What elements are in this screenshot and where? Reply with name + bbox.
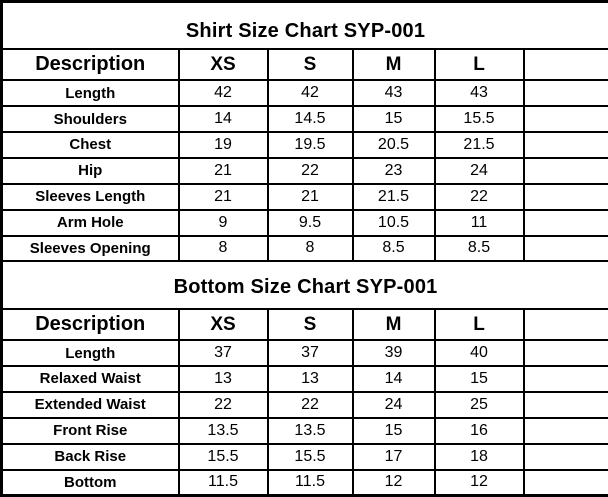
row-label: Front Rise — [2, 418, 179, 444]
table-row — [2, 366, 608, 392]
empty-cell — [524, 236, 608, 262]
value-cell: 37 — [179, 340, 268, 366]
row-label: Sleeves Opening — [2, 236, 179, 262]
value-cell: 11.5 — [179, 470, 268, 496]
value-cell: 8.5 — [353, 236, 435, 262]
empty-cell — [524, 106, 608, 132]
value-cell: 22 — [268, 392, 353, 418]
value-cell: 12 — [435, 470, 524, 496]
value-cell: 21 — [179, 184, 268, 210]
value-cell: 21 — [179, 158, 268, 184]
column-header-m: M — [353, 49, 435, 80]
value-cell: 21.5 — [435, 132, 524, 158]
value-cell: 42 — [268, 80, 353, 106]
column-header-blank — [524, 49, 608, 80]
column-header-description: Description — [2, 309, 179, 340]
table-row — [2, 470, 608, 496]
bottom-chart-header-row — [2, 309, 608, 340]
value-cell: 23 — [353, 158, 435, 184]
value-cell: 40 — [435, 340, 524, 366]
column-header-s: S — [268, 49, 353, 80]
row-label: Length — [2, 80, 179, 106]
value-cell: 17 — [353, 444, 435, 470]
empty-cell — [524, 184, 608, 210]
row-label: Shoulders — [2, 106, 179, 132]
shirt-chart-title: Shirt Size Chart SYP-001 — [2, 2, 608, 50]
column-header-m: M — [353, 309, 435, 340]
row-label: Relaxed Waist — [2, 366, 179, 392]
shirt-chart-header-row — [2, 49, 608, 80]
column-header-l: L — [435, 49, 524, 80]
value-cell: 24 — [353, 392, 435, 418]
value-cell: 15 — [353, 106, 435, 132]
value-cell: 15.5 — [435, 106, 524, 132]
value-cell: 13 — [268, 366, 353, 392]
column-header-l: L — [435, 309, 524, 340]
column-header-xs: XS — [179, 49, 268, 80]
value-cell: 22 — [179, 392, 268, 418]
value-cell: 43 — [353, 80, 435, 106]
value-cell: 13.5 — [179, 418, 268, 444]
empty-cell — [524, 470, 608, 496]
table-row — [2, 210, 608, 236]
empty-cell — [524, 392, 608, 418]
table-row — [2, 444, 608, 470]
table-row — [2, 418, 608, 444]
value-cell: 42 — [179, 80, 268, 106]
empty-cell — [524, 340, 608, 366]
table-row — [2, 392, 608, 418]
value-cell: 22 — [268, 158, 353, 184]
value-cell: 39 — [353, 340, 435, 366]
value-cell: 14 — [179, 106, 268, 132]
value-cell: 43 — [435, 80, 524, 106]
empty-cell — [524, 132, 608, 158]
row-label: Back Rise — [2, 444, 179, 470]
row-label: Extended Waist — [2, 392, 179, 418]
empty-cell — [524, 80, 608, 106]
table-row — [2, 236, 608, 262]
value-cell: 21.5 — [353, 184, 435, 210]
table-row — [2, 158, 608, 184]
table-row — [2, 80, 608, 106]
value-cell: 8 — [179, 236, 268, 262]
value-cell: 14.5 — [268, 106, 353, 132]
value-cell: 21 — [268, 184, 353, 210]
row-label: Length — [2, 340, 179, 366]
value-cell: 15.5 — [268, 444, 353, 470]
row-label: Bottom — [2, 470, 179, 496]
empty-cell — [524, 444, 608, 470]
value-cell: 9 — [179, 210, 268, 236]
value-cell: 19 — [179, 132, 268, 158]
bottom-chart-title-row — [2, 261, 608, 309]
value-cell: 22 — [435, 184, 524, 210]
column-header-s: S — [268, 309, 353, 340]
table-row — [2, 106, 608, 132]
empty-cell — [524, 210, 608, 236]
empty-cell — [524, 158, 608, 184]
value-cell: 18 — [435, 444, 524, 470]
table-row — [2, 184, 608, 210]
value-cell: 15.5 — [179, 444, 268, 470]
value-cell: 11 — [435, 210, 524, 236]
table-row — [2, 340, 608, 366]
value-cell: 13.5 — [268, 418, 353, 444]
value-cell: 9.5 — [268, 210, 353, 236]
column-header-description: Description — [2, 49, 179, 80]
value-cell: 13 — [179, 366, 268, 392]
row-label: Sleeves Length — [2, 184, 179, 210]
value-cell: 25 — [435, 392, 524, 418]
table-row — [2, 132, 608, 158]
row-label: Chest — [2, 132, 179, 158]
bottom-chart-title: Bottom Size Chart SYP-001 — [2, 261, 608, 309]
value-cell: 10.5 — [353, 210, 435, 236]
value-cell: 37 — [268, 340, 353, 366]
value-cell: 20.5 — [353, 132, 435, 158]
value-cell: 15 — [435, 366, 524, 392]
value-cell: 8.5 — [435, 236, 524, 262]
value-cell: 8 — [268, 236, 353, 262]
value-cell: 11.5 — [268, 470, 353, 496]
value-cell: 19.5 — [268, 132, 353, 158]
column-header-blank — [524, 309, 608, 340]
value-cell: 14 — [353, 366, 435, 392]
value-cell: 12 — [353, 470, 435, 496]
value-cell: 16 — [435, 418, 524, 444]
column-header-xs: XS — [179, 309, 268, 340]
empty-cell — [524, 366, 608, 392]
value-cell: 24 — [435, 158, 524, 184]
value-cell: 15 — [353, 418, 435, 444]
row-label: Hip — [2, 158, 179, 184]
empty-cell — [524, 418, 608, 444]
row-label: Arm Hole — [2, 210, 179, 236]
shirt-chart-title-row — [2, 2, 608, 50]
